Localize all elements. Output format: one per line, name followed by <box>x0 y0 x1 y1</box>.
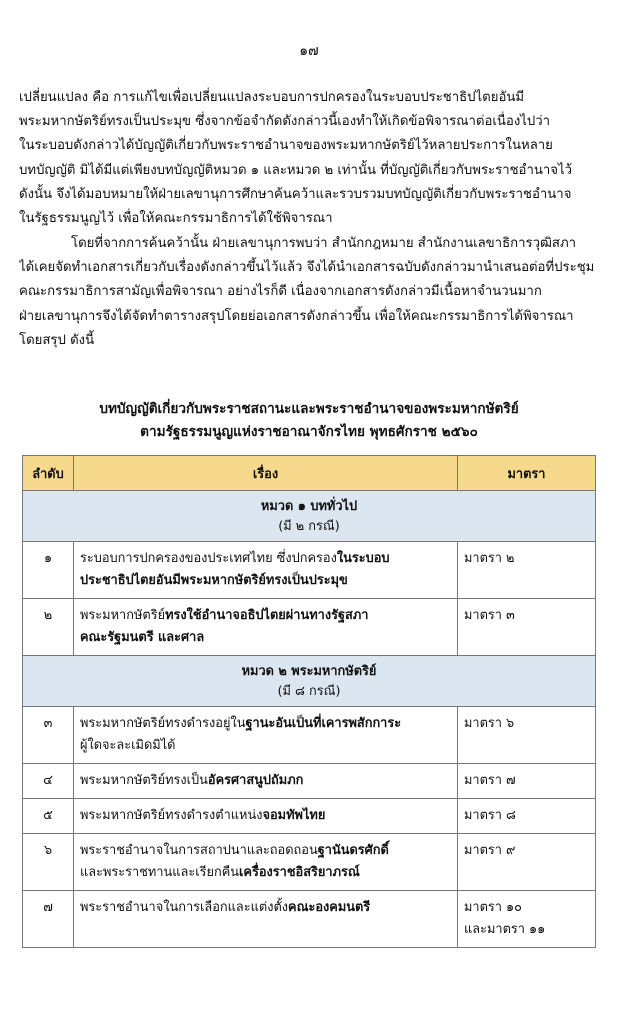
header-section: มาตรา <box>458 456 596 491</box>
paragraph-line: โดยสรุป ดังนี้ <box>19 332 95 348</box>
table-row <box>23 599 596 656</box>
table-title-line: ตามรัฐธรรมนูญแห่งราชอาณาจักรไทย พุทธศักราช ๒๕๖๐ <box>140 424 478 440</box>
row-section: มาตรา ๘ <box>458 799 596 834</box>
header-subject: เรื่อง <box>74 456 458 491</box>
chapter-count: (มี ๘ กรณี) <box>277 684 341 699</box>
row-section: มาตรา ๓ <box>458 599 596 656</box>
table-row <box>23 891 596 948</box>
row-section: มาตรา ๗ <box>458 764 596 799</box>
row-no: ๖ <box>23 834 74 891</box>
table-header-row <box>23 456 596 491</box>
chapter-row <box>23 656 596 707</box>
table-row <box>23 799 596 834</box>
chapter-count: (มี ๒ กรณี) <box>278 519 340 534</box>
chapter-title: หมวด ๑ บททั่วไป <box>260 499 358 514</box>
table-row <box>23 707 596 764</box>
table-title-line: บทบัญญัติเกี่ยวกับพระราชสถานะและพระราชอำนาจของพระมหากษัตริย์ <box>99 401 519 417</box>
table-row <box>23 764 596 799</box>
chapter-title: หมวด ๒ พระมหากษัตริย์ <box>241 664 377 679</box>
paragraph-line: คณะกรรมาธิการสามัญเพื่อพิจารณา อย่างไรก็ดี เนื่องจากเอกสารดังกล่าวมีเนื้อหาจำนวนมาก <box>19 284 542 300</box>
paragraph-line: ในระบอบดังกล่าวได้บัญญัติเกี่ยวกับพระราชอำนาจของพระมหากษัตริย์ไว้หลายประการในหลาย <box>19 138 553 154</box>
paragraph-line: ในรัฐธรรมนูญไว้ เพื่อให้คณะกรรมาธิการได้ใช้พิจารณา <box>19 210 333 226</box>
paragraph-line: เปลี่ยนแปลง คือ การแก้ไขเพื่อเปลี่ยนแปลงระบอบการปกครองในระบอบประชาธิปไตยอันมี <box>19 90 525 105</box>
row-subject: พระมหากษัตริย์ทรงดำรงอยู่ในฐานะอันเป็นที่เคารพสักการะ ผู้ใดจะละเมิดมิได้ <box>74 707 458 764</box>
row-no: ๒ <box>23 599 74 656</box>
row-subject: พระราชอำนาจในการสถาปนาและถอดถอนฐานันดรศักดิ์ และพระราชทานและเรียกคืนเครื่องราชอิสริยาภรณ์ <box>74 834 458 891</box>
row-section: มาตรา ๖ <box>458 707 596 764</box>
provisions-table <box>22 455 596 948</box>
paragraph-line: ดังนั้น จึงได้มอบหมายให้ฝ่ายเลขานุการศึกษาค้นคว้าและรวบรวมบทบัญญัติเกี่ยวกับพระราชอำนาจ <box>19 186 572 202</box>
row-no: ๗ <box>23 891 74 948</box>
chapter-row <box>23 491 596 542</box>
row-subject: ระบอบการปกครองของประเทศไทย ซึ่งปกครองในระบอบ ประชาธิปไตยอันมีพระมหากษัตริย์ทรงเป็นประมุข <box>74 542 458 599</box>
page-number: ๑๗ <box>299 43 319 59</box>
intro-paragraph <box>19 86 599 231</box>
row-subject: พระมหากษัตริย์ทรงใช้อำนาจอธิปไตยผ่านทางรัฐสภา คณะรัฐมนตรี และศาล <box>74 599 458 656</box>
row-subject: พระมหากษัตริย์ทรงเป็นอัครศาสนูปถัมภก <box>74 764 458 799</box>
row-subject: พระราชอำนาจในการเลือกและแต่งตั้งคณะองคมนตรี <box>74 891 458 948</box>
paragraph-line: ฝ่ายเลขานุการจึงได้จัดทำตารางสรุปโดยย่อเอกสารดังกล่าวขึ้น เพื่อให้คณะกรรมาธิการได้พิจารณา <box>19 308 574 324</box>
row-section: มาตรา ๙ <box>458 834 596 891</box>
table-title <box>0 398 618 444</box>
row-no: ๕ <box>23 799 74 834</box>
table-row <box>23 542 596 599</box>
row-no: ๔ <box>23 764 74 799</box>
row-section: มาตรา ๑๐ และมาตรา ๑๑ <box>458 891 596 948</box>
row-no: ๓ <box>23 707 74 764</box>
header-no: ลำดับ <box>23 456 74 491</box>
paragraph-line: บทบัญญัติ มิได้มีแต่เพียงบทบัญญัติหมวด ๑ และหมวด ๒ เท่านั้น ที่บัญญัติเกี่ยวกับพระราชอำนาจไว้ <box>19 162 573 178</box>
row-section: มาตรา ๒ <box>458 542 596 599</box>
summary-paragraph <box>19 232 599 353</box>
paragraph-line: โดยที่จากการค้นคว้านั้น ฝ่ายเลขานุการพบว่า สำนักกฎหมาย สำนักงานเลขาธิการวุฒิสภา <box>71 236 577 251</box>
row-subject: พระมหากษัตริย์ทรงดำรงตำแหน่งจอมทัพไทย <box>74 799 458 834</box>
table-row <box>23 834 596 891</box>
paragraph-line: พระมหากษัตริย์ทรงเป็นประมุข ซึ่งจากข้อจำกัดดังกล่าวนี้เองทำให้เกิดข้อพิจารณาต่อเนื่องไปว่า <box>19 114 551 130</box>
paragraph-line: ได้เคยจัดทำเอกสารเกี่ยวกับเรื่องดังกล่าวขึ้นไว้แล้ว จึงได้นำเอกสารฉบับดังกล่าวมานำเสนอต่อที่ประชุม <box>19 260 595 276</box>
row-no: ๑ <box>23 542 74 599</box>
